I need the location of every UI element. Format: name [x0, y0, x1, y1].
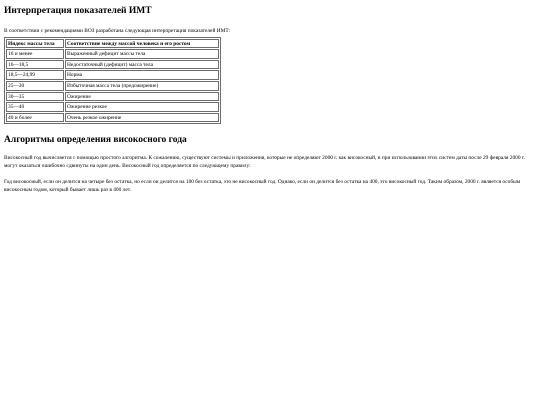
bmi-meaning-cell: Очень резкое ожирение [65, 113, 219, 123]
leap-year-rule-paragraph: Год високосный, если он делится на четыре без остатка, но если он делится на 100 без остатка, это не високосный год. Однако, если он делится без остатка на 400, это високосный год. Таким образом, 2000 г. является особым високосным годом, который бывает лишь раз в 400 лет. [4, 179, 521, 194]
bmi-range-cell: 25—30 [6, 81, 64, 91]
bmi-range-cell: 30—35 [6, 92, 64, 102]
bmi-range-cell: 35—40 [6, 102, 64, 112]
bmi-column-header-index: Индекс массы тела [6, 39, 64, 49]
bmi-range-cell: 18,5—24,99 [6, 70, 64, 80]
table-row [6, 102, 219, 112]
bmi-meaning-cell: Ожирение резкое [65, 102, 219, 112]
leap-year-paragraph: Високосный год вычисляется с помощью простого алгоритма. К сожалению, существуют системы и приложения, которые не определяют 2000 г. как високосный, и при использовании этих систем даты после 29 февраля 2000 г. могут оказаться ошибочно сдвинуты на один день. Високосный год определяется по следующему правилу: [4, 154, 525, 169]
leap-year-section-title: Алгоритмы определения високосного года [4, 135, 187, 146]
table-row [6, 92, 219, 102]
bmi-range-cell: 40 и более [6, 113, 64, 123]
table-row [6, 60, 219, 70]
bmi-table [4, 37, 221, 125]
bmi-intro-text: В соответствии с рекомендациями ВОЗ разработана следующая интерпретация показателей ИМТ: [4, 28, 231, 35]
bmi-meaning-cell: Недостаточный (дефицит) масса тела [65, 60, 219, 70]
bmi-meaning-cell: Избыточная масса тела (предожирение) [65, 81, 219, 91]
table-row [6, 113, 219, 123]
table-row [6, 81, 219, 91]
bmi-table-header-row [6, 39, 219, 49]
bmi-range-cell: 16 и менее [6, 49, 64, 59]
bmi-meaning-cell: Ожирение [65, 92, 219, 102]
table-row [6, 49, 219, 59]
document-page [0, 0, 540, 195]
bmi-meaning-cell: Норма [65, 70, 219, 80]
bmi-column-header-meaning: Соответствие между массой человека и его ростом [65, 39, 219, 49]
bmi-section-title: Интерпретация показателей ИМТ [4, 6, 152, 16]
table-row [6, 70, 219, 80]
bmi-meaning-cell: Выраженный дефицит массы тела [65, 49, 219, 59]
bmi-range-cell: 16—18,5 [6, 60, 64, 70]
